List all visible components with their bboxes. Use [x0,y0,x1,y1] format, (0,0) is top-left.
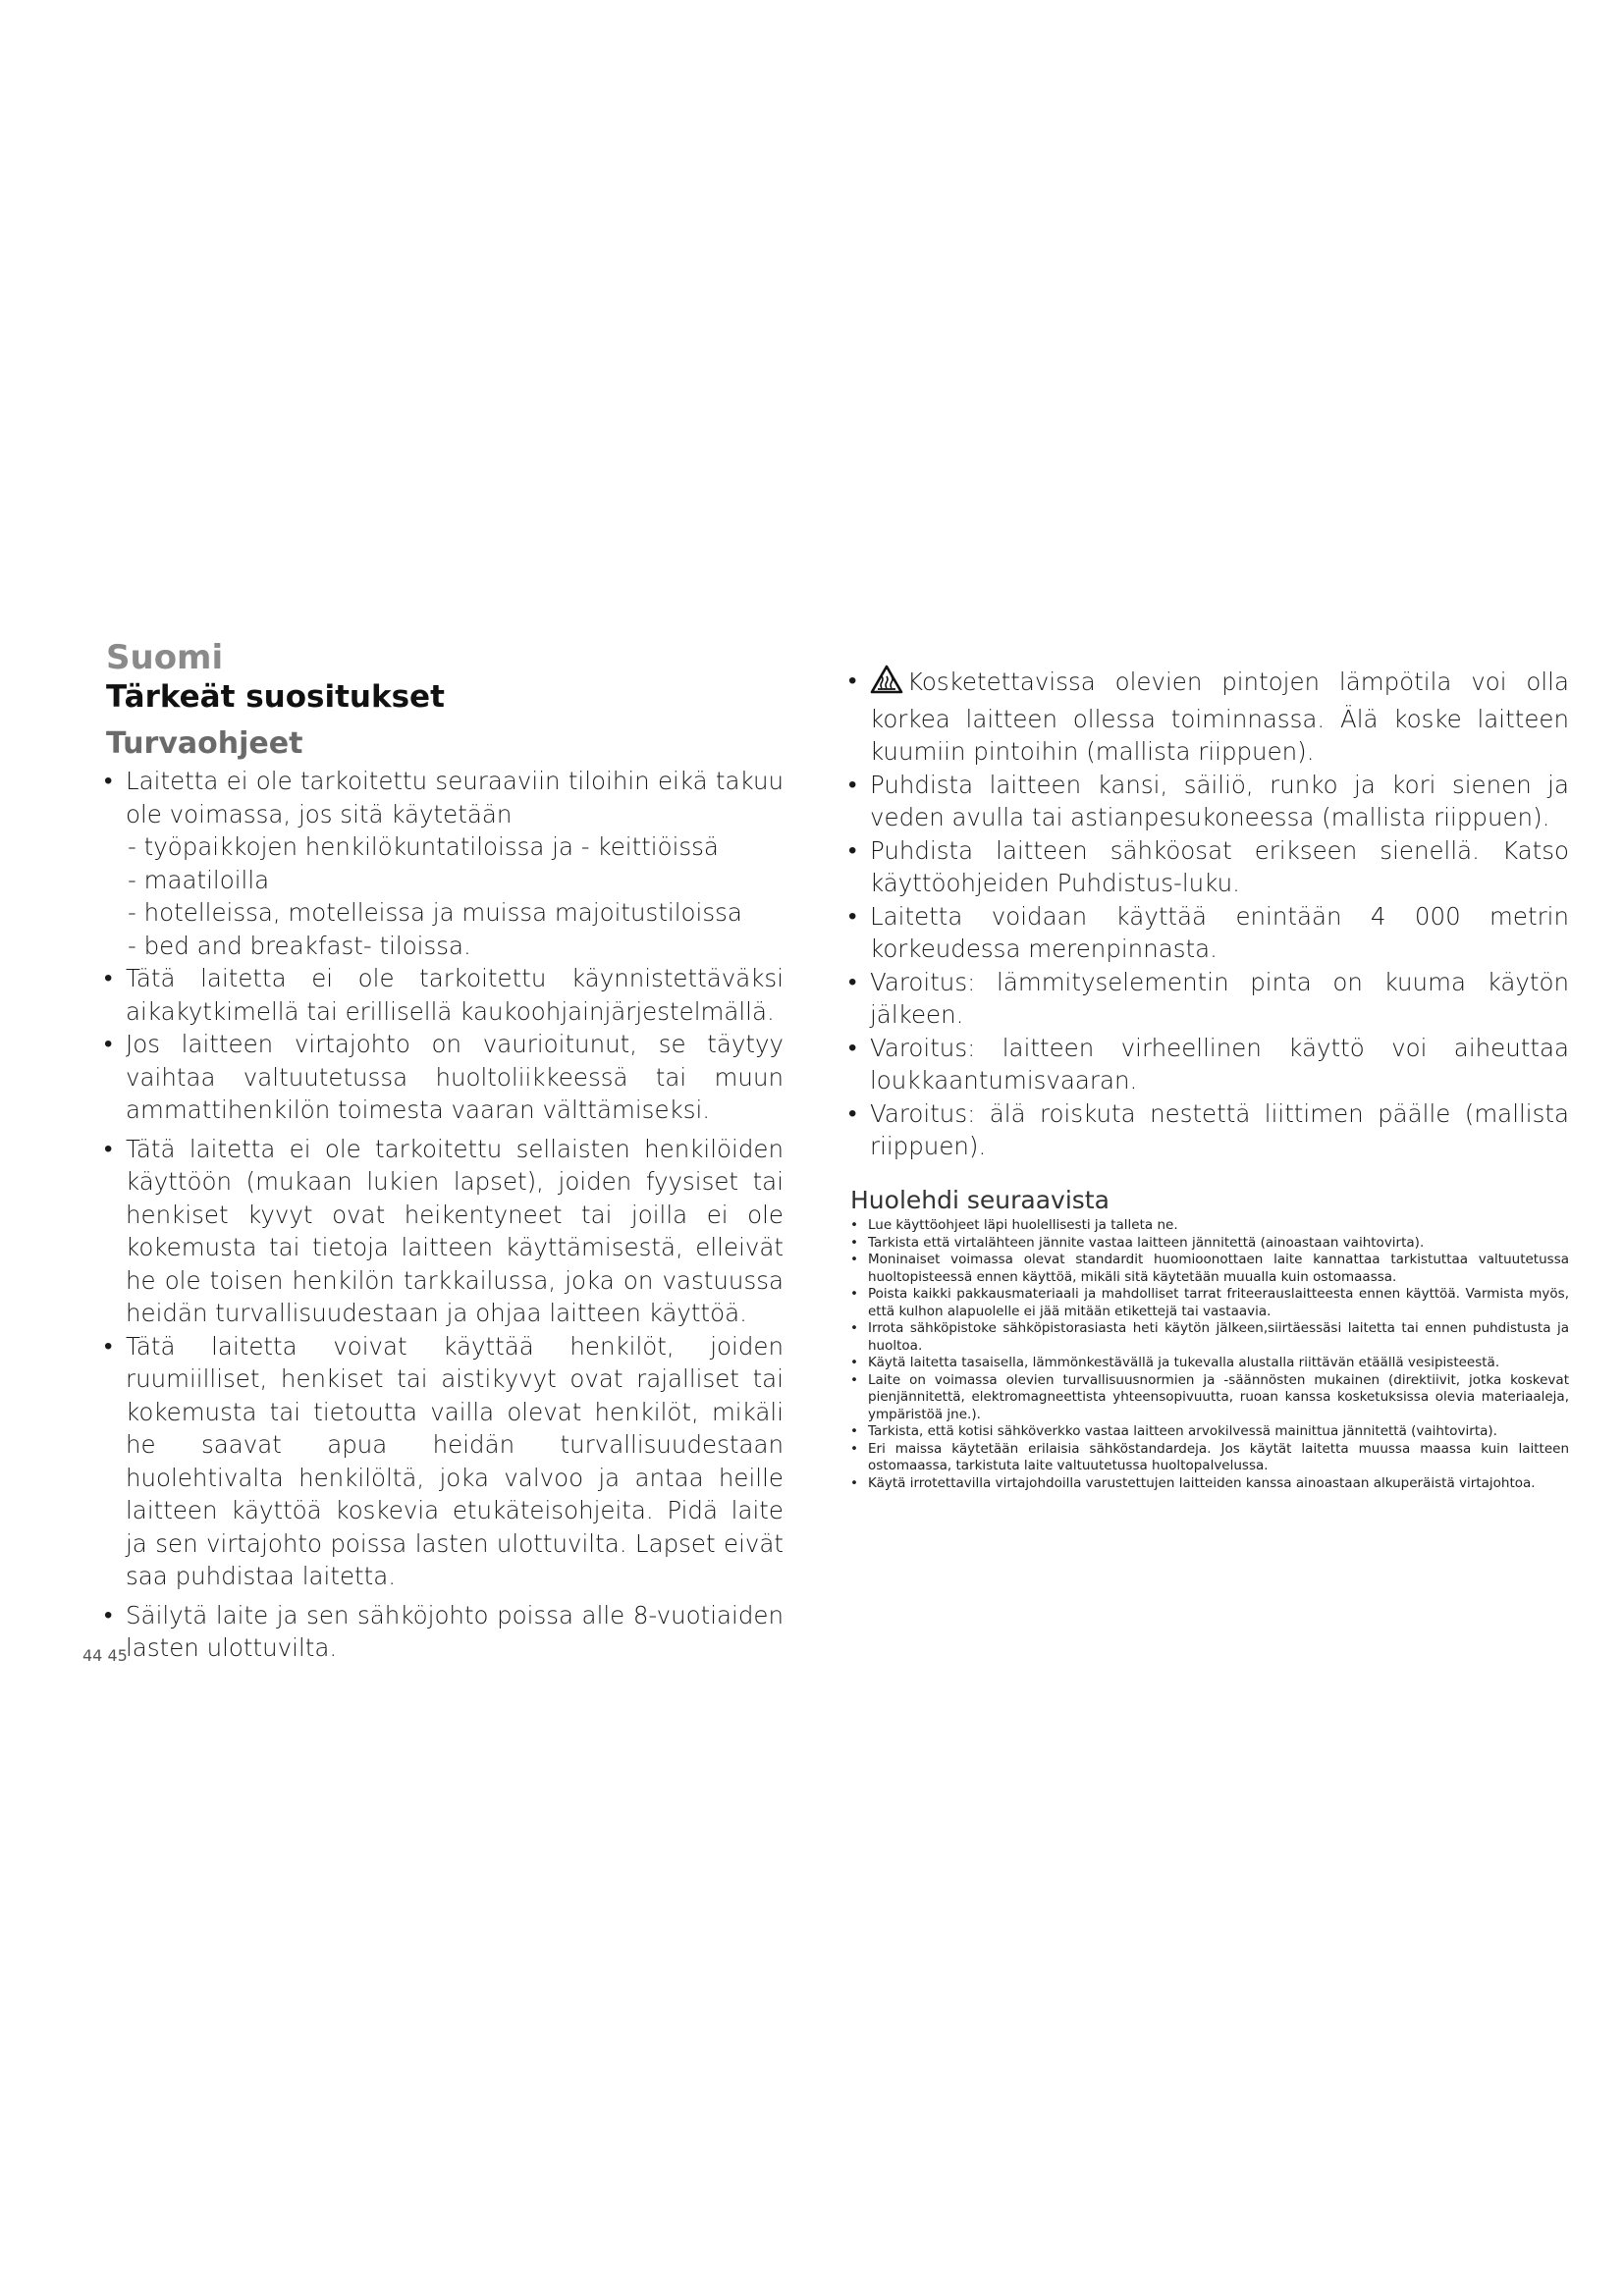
list-item [106,1330,784,1593]
list-item-text: Moninaiset voimassa olevat standardit huomioonottaen laite kannattaa tarkistuttaa valtuutetussa huoltopisteessä ennen käyttöä, mikäli sitä käytetään muualla kuin ostomaassa. [868,1252,1569,1285]
list-item [850,900,1569,966]
list-item [106,1599,784,1665]
bullet-icon: • [848,835,857,864]
bullet-icon: • [104,964,113,991]
bullet-icon: • [850,1371,858,1388]
list-item-text: Puhdista laitteen sähköosat erikseen sienellä. Katso käyttöohjeiden Puhdistus-luku. [870,835,1569,897]
bullet-icon: • [850,1320,858,1336]
list-item-text: Eri maissa käytetään erilaisia sähköstandardeja. Jos käytät laitetta muussa maassa kuin laitteen ostomaassa, tarkistuta laite valtuutetussa huoltopalvelussa. [868,1440,1569,1473]
list-item [850,1355,1569,1372]
list-item [106,962,784,1028]
list-item [850,1475,1569,1493]
page-number: 44 45 [82,1646,128,1665]
list-item [850,665,1569,769]
bullet-icon: • [104,1030,113,1057]
list-item [850,966,1569,1032]
bullet-icon: • [848,901,857,930]
list-item-text: Käytä irrotettavilla virtajohdoilla varustettujen laitteiden kanssa ainoastaan alkuperäistä virtajohtoa. [868,1474,1536,1491]
list-item-text: Irrota sähköpistoke sähköpistorasiasta heti käytön jälkeen,siirtäessäsi laitetta tai ennen puhdistusta ja huoltoa. [868,1320,1569,1354]
list-item-text: Lue käyttöohjeet läpi huolellisesti ja talleta ne. [868,1217,1178,1233]
list-item-text: Varoitus: lämmityselementin pinta on kuuma käytön jälkeen. [870,967,1569,1029]
list-item-text: Tätä laitetta ei ole tarkoitettu sellaisten henkilöiden käyttöön (mukaan lukien lapset), joiden fyysiset tai henkiset kyvyt ovat heikentyneet tai joilla ei ole kokemusta tai tietoja laitteen käyttämisestä, elleivät he ole toisen henkilön tarkkailussa, joka on vastuussa heidän turvallisuudestaan ja ohjaa laitteen käyttöä. [126,1134,784,1327]
bullet-icon: • [850,1474,858,1491]
bullet-icon: • [850,1423,858,1439]
list-item-text: Käytä laitetta tasaisella, lämmönkestävällä ja tukevalla alustalla riittävän etäällä vesipisteestä. [868,1355,1500,1370]
list-item [850,1097,1569,1163]
safety-list-left [106,765,784,1665]
list-item [850,1423,1569,1441]
list-item-text: Tätä laitetta ei ole tarkoitettu käynnistettäväksi aikakytkimellä tai erillisellä kaukoohjainjärjestelmällä. [126,964,784,1026]
sub-item: - bed and breakfast- tiloissa. [128,931,471,960]
list-item-text: Kosketettavissa olevien pintojen lämpötila voi olla korkea laitteen ollessa toiminnassa. Älä koske laitteen kuumiin pintoihin (mallista riippuen). [870,667,1569,766]
list-item [850,1320,1569,1355]
list-item-text: Jos laitteen virtajohto on vaurioitunut, se täytyy vaihtaa valtuutetussa huoltoliikkeessä tai muun ammattihenkilön toimesta vaaran välttämiseksi. [126,1030,784,1124]
bullet-icon: • [104,1134,113,1162]
list-item-text: Laitetta voidaan käyttää enintään 4 000 metrin korkeudessa merenpinnasta. [870,901,1569,963]
bullet-icon: • [104,767,113,794]
list-item [850,769,1569,834]
list-item-text: Varoitus: älä roiskuta nestettä liittimen päälle (mallista riippuen). [870,1098,1569,1160]
list-item [850,1235,1569,1253]
list-item-text: Tarkista että virtalähteen jännite vastaa laitteen jännitettä (ainoastaan vaihtovirta). [868,1234,1425,1251]
list-item-text: Tätä laitetta voivat käyttää henkilöt, joiden ruumiilliset, henkiset tai aistikyvyt ovat rajalliset tai kokemusta tai tietoutta vailla olevat henkilöt, mikäli he saavat apua heidän turvallisuudestaan huolehtivalta henkilöltä, joka valvoo ja antaa heille laitteen käyttöä koskevia etukäteisohjeita. Pidä laite ja sen virtajohto poissa lasten ulottuvilta. Lapset eivät saa puhdistaa laitetta. [126,1331,784,1590]
bullet-icon: • [848,667,857,694]
sub-item: - työpaikkojen henkilökuntatiloissa ja - keittiöissä [128,832,719,861]
list-item [850,834,1569,900]
list-item [106,1028,784,1127]
bullet-icon: • [850,1217,858,1233]
safety-list-right [850,665,1569,1163]
bullet-icon: • [848,967,857,995]
list-item [850,1286,1569,1320]
bullet-icon: • [104,1600,113,1629]
sub-item: - hotelleissa, motelleissa ja muissa majoitustiloissa [128,898,742,927]
safety-heading: Turvaohjeet [106,726,303,761]
care-list [850,1217,1569,1492]
list-item [106,1133,784,1330]
list-item-text: Puhdista laitteen kansi, säiliö, runko ja kori sienen ja veden avulla tai astianpesukoneessa (mallista riippuen). [870,770,1569,831]
list-item-text: Säilytä laite ja sen sähköjohto poissa alle 8-vuotiaiden lasten ulottuvilta. [126,1600,784,1662]
bullet-icon: • [850,1355,858,1370]
language-heading: Suomi [106,638,224,677]
list-item-text: Tarkista, että kotisi sähköverkko vastaa laitteen arvokilvessä mainittua jännitettä (vaihtovirta). [868,1423,1497,1439]
bullet-icon: • [850,1252,858,1267]
care-heading: Huolehdi seuraavista [850,1186,1110,1214]
list-item [850,1252,1569,1286]
bullet-icon: • [850,1234,858,1251]
bullet-icon: • [104,1331,113,1360]
list-item [850,1441,1569,1475]
list-item-text: Poista kaikki pakkausmateriaali ja mahdolliset tarrat friteerauslaitteesta ennen käyttöä. Varmista myös, että kulhon alapuolelle ei jää mitään etikettejä tai vastaavia. [868,1286,1569,1319]
sub-item: - maatiloilla [128,865,270,894]
list-item [850,1032,1569,1097]
list-item [850,1217,1569,1235]
hot-surface-warning-icon [870,665,903,703]
list-item-text: Laite on voimassa olevien turvallisuusnormien ja -säännösten mukainen (direktiivit, jotka koskevat pienjännitettä, elektromagneettista yhteensopivuutta, ruoan kanssa kosketuksissa olevia materiaaleja, ympäristöä jne.). [868,1371,1569,1422]
list-item [850,1372,1569,1424]
bullet-icon: • [848,770,857,798]
bullet-icon: • [850,1286,858,1302]
bullet-icon: • [848,1033,857,1061]
list-item-text: Laitetta ei ole tarkoitettu seuraaviin tiloihin eikä takuu ole voimassa, jos sitä käytetään [126,767,784,828]
bullet-icon: • [848,1098,857,1127]
main-heading: Tärkeät suositukset [106,679,445,715]
list-item-text: Varoitus: laitteen virheellinen käyttö voi aiheuttaa loukkaantumisvaaran. [870,1033,1569,1095]
list-item [106,765,784,962]
bullet-icon: • [850,1440,858,1457]
